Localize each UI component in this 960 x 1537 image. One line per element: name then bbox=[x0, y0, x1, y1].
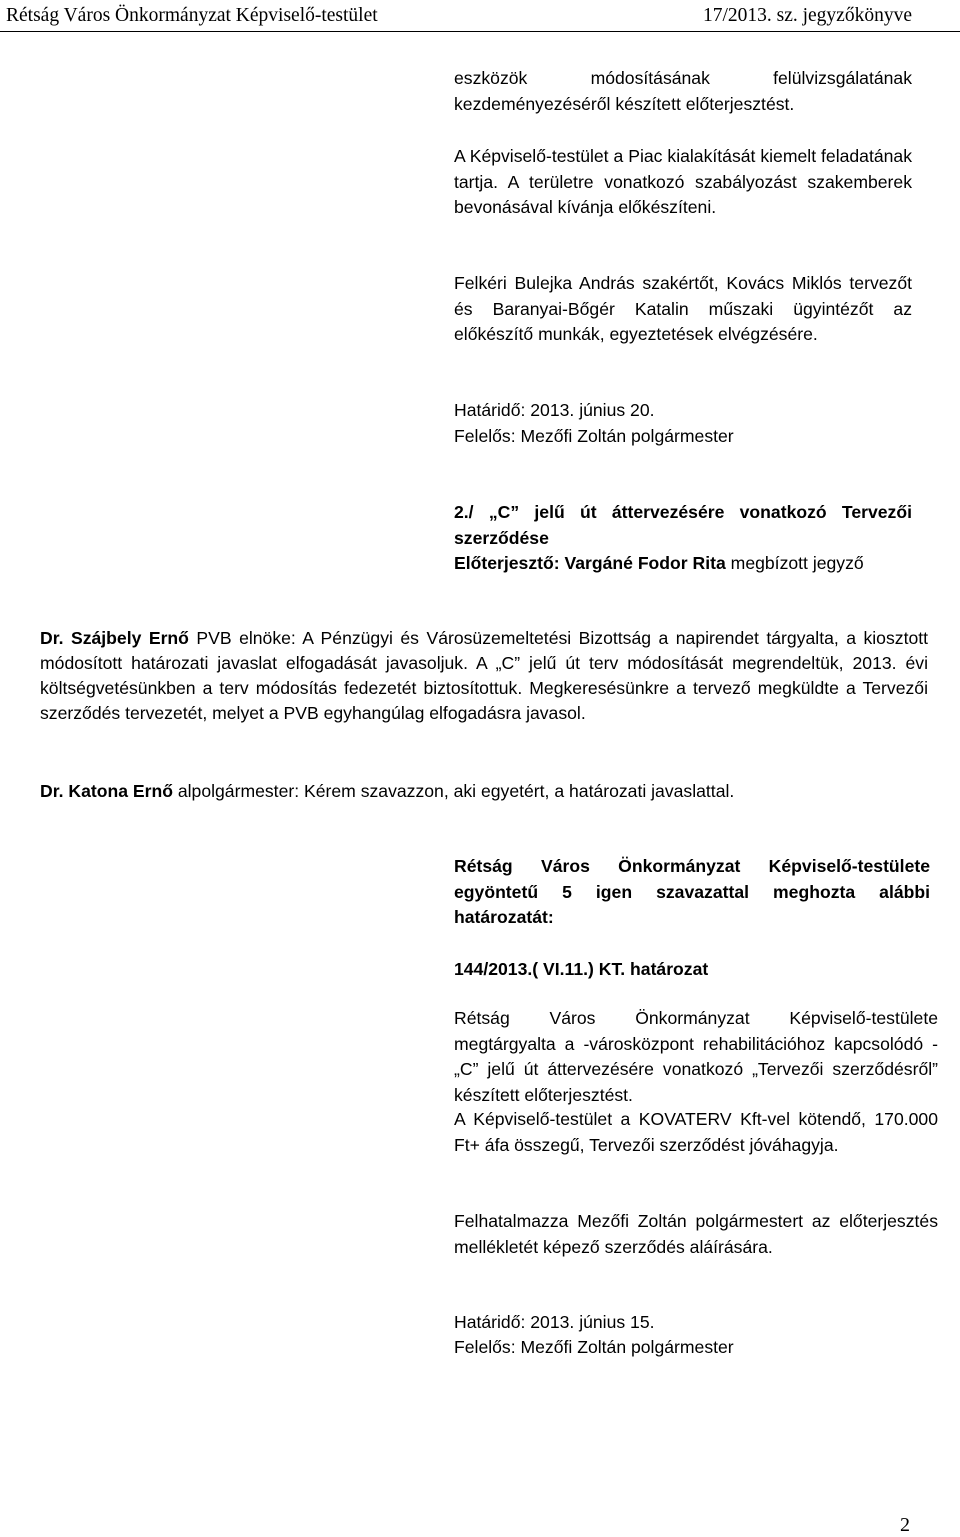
page-header bbox=[0, 0, 960, 34]
speaker-title: Dr. bbox=[40, 628, 71, 648]
speaker-name: Katona Ernő bbox=[68, 781, 173, 801]
paragraph-proposal-end: eszközök módosításának felülvizsgálatának kezdeményezéséről készített előterjesztést. bbox=[454, 68, 912, 114]
vote-result: Rétság Város Önkormányzat Képviselő-testülete egyöntetű 5 igen szavazattal meghozta alábbi határozatát: bbox=[454, 856, 930, 927]
deadline-2: Határidő: 2013. június 15. bbox=[454, 1312, 655, 1332]
header-rule bbox=[0, 31, 960, 32]
deadline-1: Határidő: 2013. június 20. bbox=[454, 400, 655, 420]
paragraph-market: A Képviselő-testület a Piac kialakítását kiemelt feladatának tartja. A területre vonatkozó szabályozást szakemberek bevonásával kívánja előkészíteni. bbox=[454, 146, 912, 217]
page-number: 2 bbox=[900, 1514, 910, 1536]
agenda-item-2-title: 2./ „C” jelű út áttervezésére vonatkozó Tervezői szerződése bbox=[454, 502, 912, 548]
agenda-item-2-presenter bbox=[454, 551, 924, 577]
resolution-number: 144/2013.( VI.11.) KT. határozat bbox=[454, 959, 709, 979]
speech-text: PVB elnöke: A Pénzügyi és Városüzemeltetési Bizottság a napirendet tárgyalta, a kiosztott módosított határozati javaslat elfogadását javasoljuk. A „C” jelű út terv módosítását megrendeltük, 2013. évi költségvetésünkben a terv módosítás fedezetét biztosítottuk. Megkeresésünkre a tervező megküldte a Tervezői szerződés tervezetét, melyet a PVB egyhangúlag elfogadásra javasol. bbox=[40, 628, 929, 723]
resolution-paragraph-2: A Képviselő-testület a KOVATERV Kft-vel kötendő, 170.000 Ft+ áfa összegű, Tervezői szerződést jóváhagyja. bbox=[454, 1109, 938, 1155]
speaker-title: Dr. bbox=[40, 781, 69, 801]
resolution-paragraph-1: Rétság Város Önkormányzat Képviselő-testülete megtárgyalta a -városközpont rehabilitációhoz kapcsolódó - „C” jelű út áttervezésére vonatkozó „Tervezői szerződésről” készített előterjesztést. bbox=[454, 1008, 938, 1105]
presenter-label: Előterjesztő: Vargáné Fodor Rita bbox=[454, 553, 726, 573]
responsible-1: Felelős: Mezőfi Zoltán polgármester bbox=[454, 426, 734, 446]
presenter-role: megbízott jegyző bbox=[725, 553, 864, 573]
header-minutes-number: 17/2013. sz. jegyzőkönyve bbox=[702, 5, 912, 26]
responsible-2: Felelős: Mezőfi Zoltán polgármester bbox=[454, 1337, 734, 1357]
speaker-name: Szájbely Ernő bbox=[70, 628, 189, 648]
paragraph-request-experts: Felkéri Bulejka András szakértőt, Kovács Miklós tervezőt és Baranyai-Bőgér Katalin műszaki ügyintézőt az előkészítő munkák, egyeztetések elvégzésére. bbox=[454, 273, 912, 344]
speech-text: alpolgármester: Kérem szavazzon, aki egyetért, a határozati javaslattal. bbox=[172, 781, 735, 801]
header-title: Rétság Város Önkormányzat Képviselő-testület bbox=[6, 5, 378, 26]
resolution-paragraph-3: Felhatalmazza Mezőfi Zoltán polgármestert az előterjesztés mellékletét képező szerződés aláírására. bbox=[454, 1211, 938, 1257]
speech-katona bbox=[40, 779, 928, 804]
speech-szajbely bbox=[40, 626, 928, 726]
